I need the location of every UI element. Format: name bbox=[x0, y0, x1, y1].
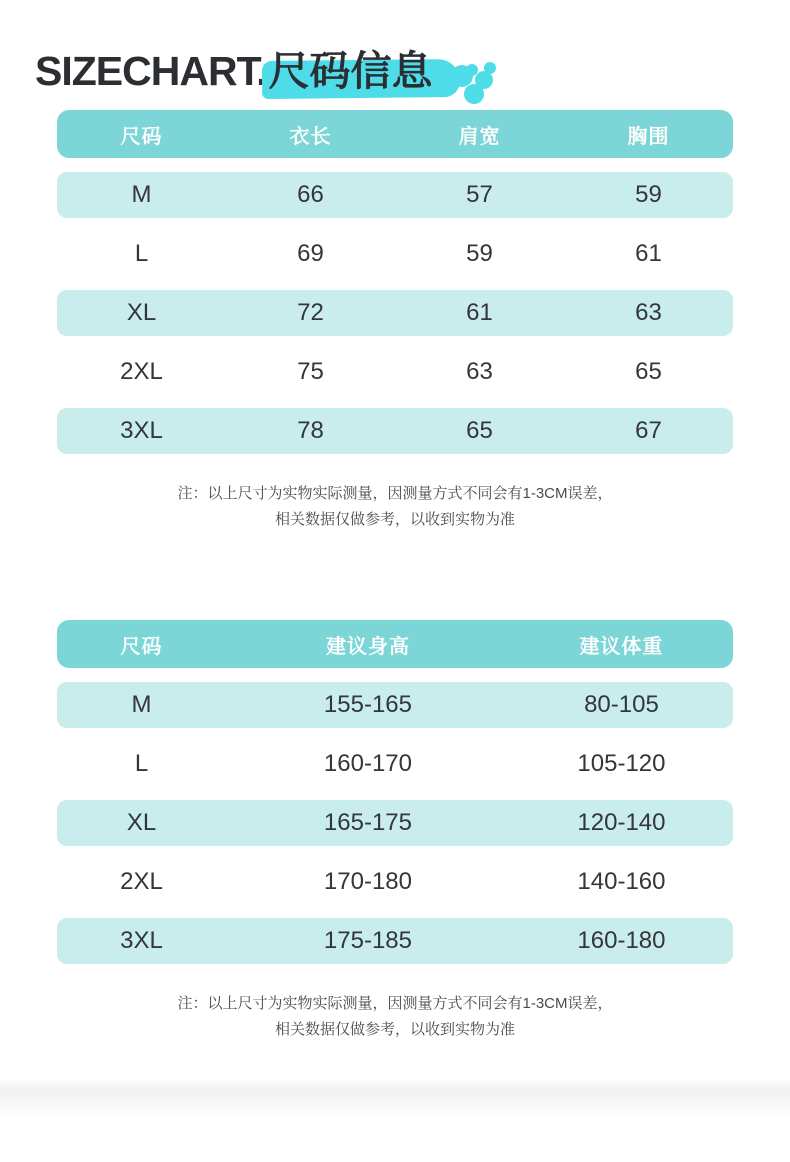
measurement-note bbox=[0, 481, 790, 533]
page-title bbox=[35, 38, 434, 97]
value-cell: 67 bbox=[635, 417, 662, 444]
size-label-cell: M bbox=[131, 181, 152, 208]
height-weight-table bbox=[57, 620, 733, 977]
column-header: 肩宽 bbox=[458, 125, 501, 148]
value-cell: 120-140 bbox=[577, 809, 666, 836]
value-cell: 175-185 bbox=[323, 927, 412, 954]
size-label-cell: L bbox=[134, 240, 149, 267]
column-header: 建议身高 bbox=[325, 635, 410, 658]
column-header: 尺码 bbox=[120, 125, 163, 148]
column-header: 尺码 bbox=[120, 635, 163, 658]
value-cell: 155-165 bbox=[323, 691, 412, 718]
title-highlight-text: 尺码信息 bbox=[268, 48, 433, 94]
value-cell: 65 bbox=[635, 358, 662, 385]
size-label-cell: XL bbox=[126, 299, 157, 326]
table-row bbox=[57, 172, 733, 218]
value-cell: 78 bbox=[297, 417, 324, 444]
table-row bbox=[57, 918, 733, 964]
table-row bbox=[57, 741, 733, 787]
table-row bbox=[57, 682, 733, 728]
table-row bbox=[57, 349, 733, 395]
note-line-1: 注：以上尺寸为实物实际测量，因测量方式不同会有1-3CM误差， bbox=[177, 995, 613, 1012]
value-cell: 80-105 bbox=[584, 691, 659, 718]
measurement-note-2 bbox=[0, 991, 790, 1043]
size-label-cell: 2XL bbox=[120, 358, 163, 385]
value-cell: 59 bbox=[466, 240, 493, 267]
table-row bbox=[57, 290, 733, 336]
value-cell: 63 bbox=[635, 299, 662, 326]
value-cell: 75 bbox=[297, 358, 324, 385]
value-cell: 160-180 bbox=[577, 927, 666, 954]
value-cell: 160-170 bbox=[323, 750, 412, 777]
table-row bbox=[57, 859, 733, 905]
size-label-cell: L bbox=[134, 750, 149, 777]
note-line-1: 注：以上尺寸为实物实际测量，因测量方式不同会有1-3CM误差， bbox=[177, 485, 613, 502]
value-cell: 105-120 bbox=[577, 750, 666, 777]
title-latin-text: SIZECHART. bbox=[35, 48, 267, 94]
table-row bbox=[57, 231, 733, 277]
table-header-row bbox=[57, 620, 733, 668]
note-line-2: 相关数据仅做参考，以收到实物为准 bbox=[274, 511, 515, 528]
measurement-size-table bbox=[57, 110, 733, 467]
value-cell: 140-160 bbox=[577, 868, 666, 895]
column-header: 衣长 bbox=[289, 125, 332, 148]
value-cell: 63 bbox=[466, 358, 493, 385]
size-label-cell: 3XL bbox=[120, 417, 163, 444]
table-row bbox=[57, 408, 733, 454]
section-divider bbox=[0, 1078, 790, 1118]
size-label-cell: XL bbox=[126, 809, 157, 836]
value-cell: 69 bbox=[297, 240, 324, 267]
value-cell: 59 bbox=[635, 181, 662, 208]
note-line-2: 相关数据仅做参考，以收到实物为准 bbox=[274, 1021, 515, 1038]
table-row bbox=[57, 800, 733, 846]
table-header-row bbox=[57, 110, 733, 158]
value-cell: 61 bbox=[635, 240, 662, 267]
value-cell: 57 bbox=[466, 181, 493, 208]
value-cell: 65 bbox=[466, 417, 493, 444]
value-cell: 165-175 bbox=[323, 809, 412, 836]
size-label-cell: M bbox=[131, 691, 152, 718]
column-header: 胸围 bbox=[627, 125, 670, 148]
column-header: 建议体重 bbox=[579, 635, 664, 658]
value-cell: 72 bbox=[297, 299, 324, 326]
size-label-cell: 2XL bbox=[120, 868, 163, 895]
value-cell: 66 bbox=[297, 181, 324, 208]
value-cell: 61 bbox=[466, 299, 493, 326]
size-label-cell: 3XL bbox=[120, 927, 163, 954]
value-cell: 170-180 bbox=[323, 868, 412, 895]
